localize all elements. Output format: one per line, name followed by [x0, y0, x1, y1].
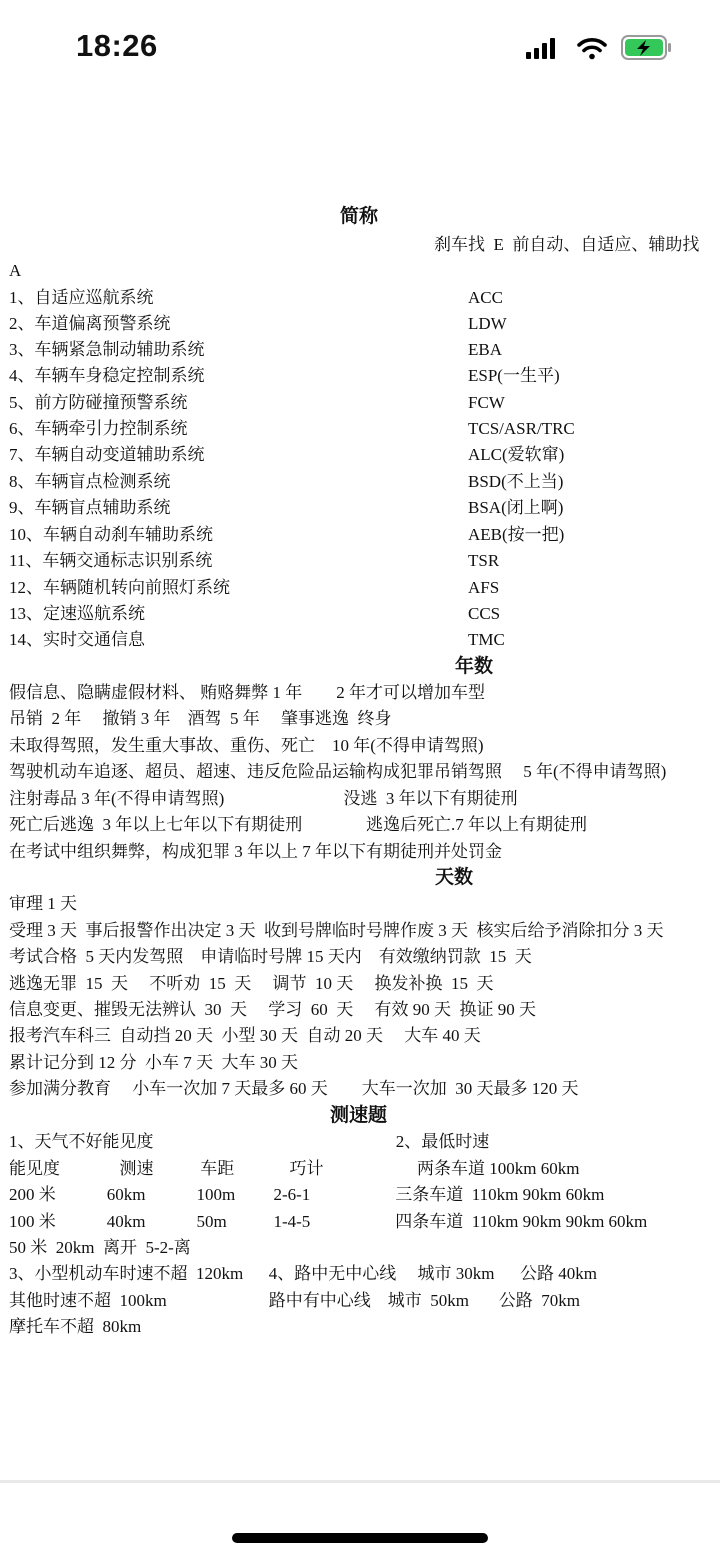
- abbr-code: TMC: [468, 630, 505, 649]
- abbr-code: ACC: [468, 288, 503, 307]
- abbr-label: 11、车辆交通标志识别系统: [9, 551, 213, 570]
- abbr-code: LDW: [468, 314, 507, 333]
- status-icons: [520, 33, 680, 63]
- abbr-code: AFS: [468, 578, 500, 597]
- abbr-label: 6、车辆牵引力控制系统: [9, 419, 188, 438]
- abbr-label: 12、车辆随机转向前照灯系统: [9, 578, 230, 597]
- abbr-code: ESP(一生平): [468, 366, 560, 385]
- abbr-label: 10、车辆自动刹车辅助系统: [9, 525, 213, 544]
- days-line: 受理 3 天 事后报警作出决定 3 天 收到号牌临时号牌作废 3 天 核实后给予消除扣分 3 天: [9, 921, 664, 940]
- years-line: 假信息、隐瞒虚假材料、 贿赂舞弊 1 年 2 年才可以增加车型: [9, 683, 485, 702]
- abbr-label: 2、车道偏离预警系统: [9, 314, 171, 333]
- abbr-label: 13、定速巡航系统: [9, 604, 145, 623]
- abbr-label: 9、车辆盲点辅助系统: [9, 498, 171, 517]
- days-line: 考试合格 5 天内发驾照 申请临时号牌 15 天内 有效缴纳罚款 15 天: [9, 947, 532, 966]
- speed-line: 摩托车不超 80km: [9, 1317, 142, 1336]
- abbr-label: 8、车辆盲点检测系统: [9, 472, 171, 491]
- years-line: 吊销 2 年 撤销 3 年 酒驾 5 年 肇事逃逸 终身: [9, 709, 392, 728]
- section-title-years: 年数: [455, 656, 494, 677]
- years-line: 在考试中组织舞弊，构成犯罪 3 年以上 7 年以下有期徒刑并处罚金: [9, 842, 502, 861]
- signal-icon: [526, 38, 555, 59]
- speed-line: 50 米 20km 离开 5-2-离: [9, 1238, 191, 1257]
- abbr-label: 4、车辆车身稳定控制系统: [9, 366, 205, 385]
- speed-line: 其他时速不超 100km 路中有中心线 城市 50km 公路 70km: [9, 1291, 580, 1310]
- section-title-speed: 测速题: [330, 1105, 388, 1126]
- years-line: 驾驶机动车追逐、超员、超速、违反危险品运输构成犯罪吊销驾照 5 年(不得申请驾照): [9, 762, 667, 781]
- abbr-code: BSA(闭上啊): [468, 498, 564, 517]
- abbr-note: 刹车找 E 前自动、自适应、辅助找: [434, 235, 700, 254]
- abbr-code: EBA: [468, 340, 502, 359]
- abbr-code: BSD(不上当): [468, 472, 564, 491]
- home-indicator[interactable]: [232, 1533, 488, 1543]
- speed-line: 能见度 测速 车距 巧计 两条车道 100km 60km: [9, 1159, 580, 1178]
- abbr-code: AEB(按一把): [468, 525, 565, 544]
- years-line: 未取得驾照，发生重大事故、重伤、死亡 10 年(不得申请驾照): [9, 736, 484, 755]
- speed-line: 200 米 60km 100m 2-6-1 三条车道 110km 90km 60km: [9, 1185, 605, 1204]
- speed-line: 100 米 40km 50m 1-4-5 四条车道 110km 90km 90km 60km: [9, 1212, 648, 1231]
- abbr-code: TCS/ASR/TRC: [468, 419, 575, 438]
- abbr-code: FCW: [468, 393, 505, 412]
- status-time: 18:26: [76, 28, 158, 63]
- years-line: 注射毒品 3 年(不得申请驾照) 没逃 3 年以下有期徒刑: [9, 789, 518, 808]
- status-bar: [0, 0, 720, 96]
- days-line: 审理 1 天: [9, 894, 77, 913]
- abbr-label: 1、自适应巡航系统: [9, 288, 154, 307]
- days-line: 报考汽车科三 自动挡 20 天 小型 30 天 自动 20 天 大车 40 天: [9, 1026, 481, 1045]
- days-line: 累计记分到 12 分 小车 7 天 大车 30 天: [9, 1053, 298, 1072]
- section-title-abbr: 简称: [340, 206, 379, 227]
- abbr-label: 7、车辆自动变道辅助系统: [9, 445, 205, 464]
- abbr-code: CCS: [468, 604, 501, 623]
- battery-charging-icon: [622, 36, 671, 59]
- abbr-label: 5、前方防碰撞预警系统: [9, 393, 188, 412]
- years-line: 死亡后逃逸 3 年以上七年以下有期徒刑 逃逸后死亡.7 年以上有期徒刑: [9, 815, 587, 834]
- days-line: 逃逸无罪 15 天 不听劝 15 天 调节 10 天 换发补换 15 天: [9, 974, 494, 993]
- wifi-icon: [579, 40, 605, 59]
- days-line: 信息变更、摧毁无法辨认 30 天 学习 60 天 有效 90 天 换证 90 天: [9, 1000, 536, 1019]
- speed-line: 3、小型机动车时速不超 120km 4、路中无中心线 城市 30km 公路 40km: [9, 1264, 597, 1283]
- toolbar-divider: [0, 1480, 720, 1483]
- abbr-label: 14、实时交通信息: [9, 630, 145, 649]
- speed-line: 1、天气不好能见度 2、最低时速: [9, 1132, 490, 1151]
- abbr-label: 3、车辆紧急制动辅助系统: [9, 340, 205, 359]
- abbr-note-cont: A: [9, 261, 22, 280]
- abbr-code: TSR: [468, 551, 500, 570]
- abbr-code: ALC(爱软窜): [468, 445, 565, 464]
- days-line: 参加满分教育 小车一次加 7 天最多 60 天 大车一次加 30 天最多 120 天: [9, 1079, 579, 1098]
- section-title-days: 天数: [435, 867, 474, 888]
